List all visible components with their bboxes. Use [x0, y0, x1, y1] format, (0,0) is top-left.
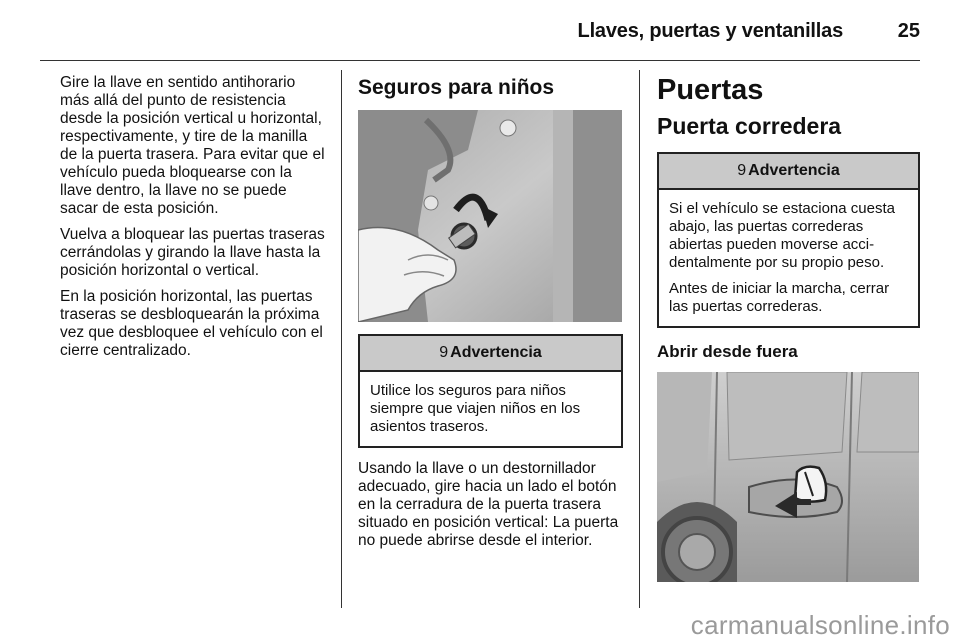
- warning-title: Advertencia: [450, 344, 542, 361]
- sliding-door-illustration: [657, 372, 919, 582]
- column-3: [657, 72, 920, 582]
- child-lock-warning-box: [358, 334, 623, 448]
- subsection-heading-open-from-outside: Abrir desde fuera: [657, 342, 798, 361]
- section-heading-sliding-door: Puerta corredera: [657, 113, 842, 139]
- warning-body: [360, 372, 621, 446]
- column-1: [60, 74, 325, 368]
- watermark: carmanualsonline.info: [690, 610, 950, 640]
- sliding-door-warning-box: [657, 152, 920, 328]
- column-divider-2: [639, 70, 640, 608]
- page-number: 25: [897, 20, 920, 42]
- column-2: [358, 76, 623, 558]
- col2-paragraph: Usando la llave o un destornillador adecuado, gire hacia un lado el botón en la cerradura de la puerta trasera situado en posición vertical: La puerta no puede abrirse desde el interior.: [358, 460, 619, 549]
- warning-header: [659, 154, 918, 190]
- col1-paragraph-2: Vuelva a bloquear las puertas traseras cerrándolas y girando la llave hasta la posición horizontal o vertical.: [60, 226, 325, 279]
- warning-text: Utilice los seguros para niños siempre que viajen niños en los asientos traseros.: [370, 382, 581, 435]
- col1-paragraph-1: Gire la llave en sentido antihorario más allá del punto de resistencia desde la posición vertical u horizontal, respectivamente, y tire de la manilla de la puerta trasera. Para evitar que el vehículo pueda bloquearse con la llave dentro, la llave no se puede sacar de esta posición.: [60, 74, 325, 217]
- warning-triangle-icon: 9: [737, 162, 747, 179]
- warning-triangle-icon: 9: [439, 344, 449, 361]
- column-divider-1: [341, 70, 342, 608]
- chapter-heading-doors: Puertas: [657, 74, 764, 106]
- child-lock-illustration: [358, 110, 622, 322]
- running-header-title: Llaves, puertas y ventanillas: [577, 20, 843, 42]
- warning-body: [659, 190, 918, 326]
- section-heading-child-locks: Seguros para niños: [358, 76, 555, 99]
- warning-header: [360, 336, 621, 372]
- warning-title: Advertencia: [748, 162, 840, 179]
- header-rule: [40, 60, 920, 61]
- warning-text-2: Antes de iniciar la marcha, cerrar las puertas correderas.: [669, 280, 890, 315]
- warning-text-1: Si el vehículo se estaciona cuesta abajo, las puertas correderas abiertas pueden moverse accidentalmente por su propio peso.: [669, 200, 895, 271]
- col1-paragraph-3: En la posición horizontal, las puertas traseras se desbloquearán la próxima vez que desbloquee el vehículo con el cierre centralizado.: [60, 288, 323, 359]
